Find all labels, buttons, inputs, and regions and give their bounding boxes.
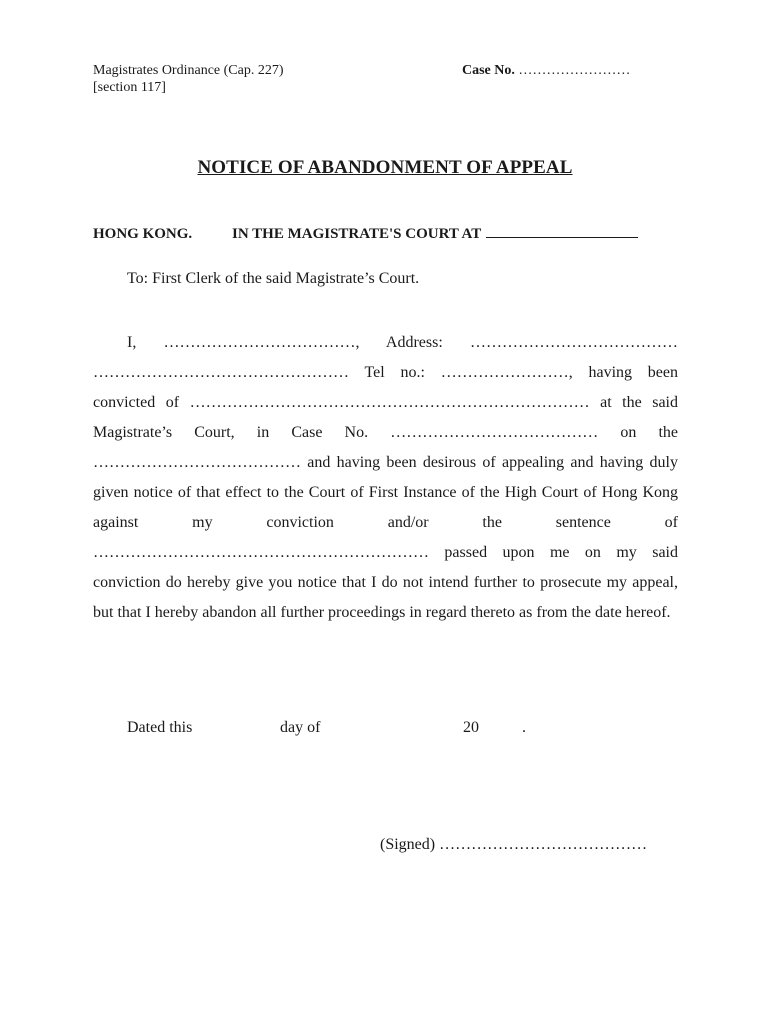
notice-body bbox=[93, 328, 678, 628]
signature-line bbox=[380, 836, 647, 854]
notice-paragraph: I, ………………………………, Address: ………………………………… ………………………………………… Tel no.: ……………………, having been convicted of ………………………………………………………………… at the said Magistrate’s Court, in Case No. ………………………………… on the ………………………………… and having been desirous of appealing and having duly given notice of that effect to the Court of First Instance of the High Court of Hong Kong against my conviction and/or the sentence of ……………………………………………………… passed upon me on my said conviction do hereby give you notice that I do not intend further to prosecute my appeal, but that I hereby abandon all further proceedings in regard thereto as from the date hereof. bbox=[93, 334, 678, 621]
signature-blank: ………………………………… bbox=[435, 836, 648, 853]
page-title: NOTICE OF ABANDONMENT OF APPEAL bbox=[197, 157, 573, 178]
ordinance-section: [section 117] bbox=[93, 80, 166, 95]
region-label: HONG KONG. bbox=[93, 226, 193, 242]
court-line bbox=[93, 222, 638, 243]
case-number-label: Case No. bbox=[462, 63, 515, 78]
ordinance-reference bbox=[93, 62, 284, 96]
case-number bbox=[462, 62, 630, 79]
date-period: . bbox=[522, 719, 526, 736]
court-location-blank bbox=[486, 222, 638, 238]
day-of-label: day of bbox=[280, 719, 321, 736]
ordinance-title: Magistrates Ordinance (Cap. 227) bbox=[93, 63, 284, 78]
year-prefix: 20 bbox=[463, 719, 479, 736]
addressee-line: To: First Clerk of the said Magistrate’s Court. bbox=[127, 270, 420, 287]
case-number-blank: …………………… bbox=[514, 63, 631, 78]
court-label: IN THE MAGISTRATE'S COURT AT bbox=[232, 226, 482, 242]
signed-label: (Signed) bbox=[380, 836, 436, 853]
dated-this-label: Dated this bbox=[127, 719, 193, 736]
